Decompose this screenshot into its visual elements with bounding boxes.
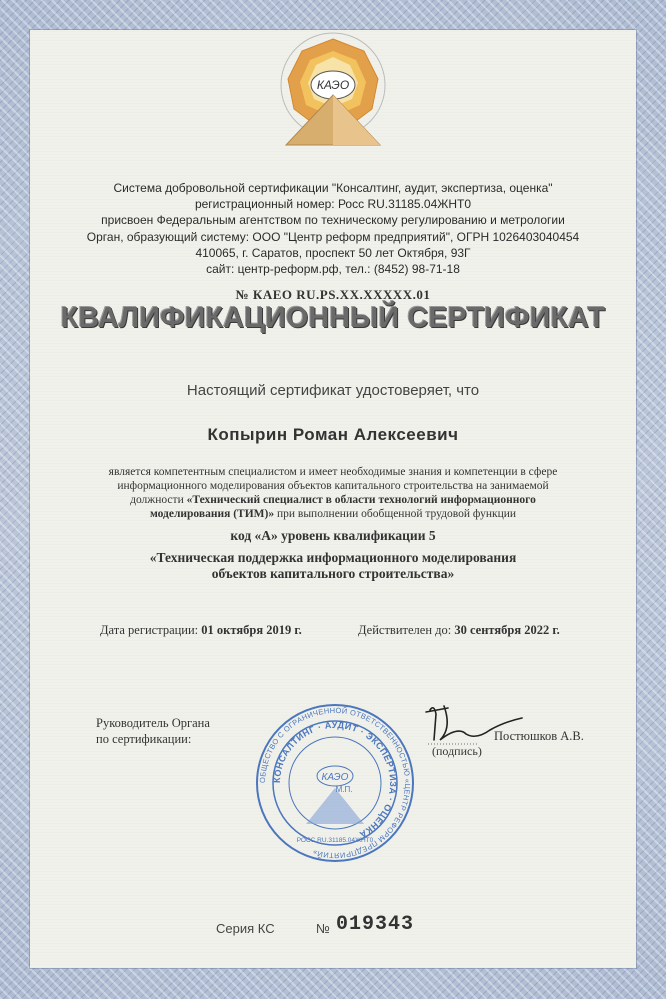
function-line-1: «Техническая поддержка информационного моделирования	[149, 550, 517, 565]
header-line-3: присвоен Федеральным агентством по техническому регулированию и метрологии	[101, 213, 565, 228]
series-label: Серия КС	[216, 921, 275, 936]
issuer-header	[0, 180, 666, 277]
body-line-1: является компетентным специалистом и имеет необходимые знания и компетенции в сфере	[108, 466, 558, 478]
signer-name: Постюшков А.В.	[494, 729, 584, 743]
logo-text: КАЭО	[316, 78, 350, 92]
person-name: Копырин Роман Алексеевич	[207, 425, 459, 444]
series-number: 019343	[336, 913, 415, 936]
stamp-ring-text: ОБЩЕСТВО С ОГРАНИЧЕННОЙ ОТВЕТСТВЕННОСТЬЮ «ЦЕНТР РЕФОРМ ПРЕДПРИЯТИЙ»	[257, 705, 413, 861]
valid-until-date: Действителен до: 30 сентября 2022 г.	[358, 623, 560, 637]
stamp-bottom-text: РОСС RU.31185.04ЖНТ0	[296, 837, 374, 844]
header-line-2: регистрационный номер: Росс RU.31185.04ЖНТ0	[194, 197, 472, 212]
stamp-mp-text: М.П.	[335, 785, 353, 794]
header-line-6: сайт: центр-реформ.рф, тел.: (8452) 98-71-18	[206, 262, 460, 277]
head-of-body-label: Руководитель Органа по сертификации:	[96, 716, 210, 746]
header-line-5: 410065, г. Саратов, проспект 50 лет Октября, 93Г	[195, 245, 471, 260]
kaeo-logo	[268, 27, 398, 149]
certificate-number: № КАЕО RU.PS.XX.XXXXX.01	[235, 287, 431, 302]
function-line-2: объектов капитального строительства»	[211, 566, 455, 581]
registration-date: Дата регистрации: 01 октября 2019 г.	[100, 623, 302, 637]
certifies-text: Настоящий сертификат удостоверяет, что	[186, 382, 480, 399]
body-line-3: должности «Технический специалист в области технологий информационного	[130, 494, 536, 506]
series-number-label: №	[316, 921, 330, 936]
body-line-4: моделирования (ТИМ)» при выполнении обобщенной трудовой функции	[149, 508, 517, 520]
header-line-1: Система добровольной сертификации "Консалтинг, аудит, экспертиза, оценка"	[113, 181, 553, 195]
stamp-inner-text: КОНСАЛТИНГ · АУДИТ · ЭКСПЕРТИЗА · ОЦЕНКА	[271, 719, 399, 840]
body-line-2: информационного моделирования объектов капитального строительства на занимаемой	[117, 480, 549, 492]
certificate-title: КВАЛИФИКАЦИОННЫЙ СЕРТИФИКАТ	[60, 302, 606, 334]
qualification-code: код «А» уровень квалификации 5	[230, 528, 436, 543]
stamp-center-text: КАЭО	[321, 772, 349, 783]
signature-label: (подпись)	[432, 744, 482, 758]
official-stamp	[254, 702, 416, 864]
header-line-4: Орган, образующий систему: ООО "Центр реформ предприятий", ОГРН 1026403040454	[86, 229, 580, 244]
labor-function	[0, 550, 666, 582]
competence-text	[0, 465, 666, 521]
